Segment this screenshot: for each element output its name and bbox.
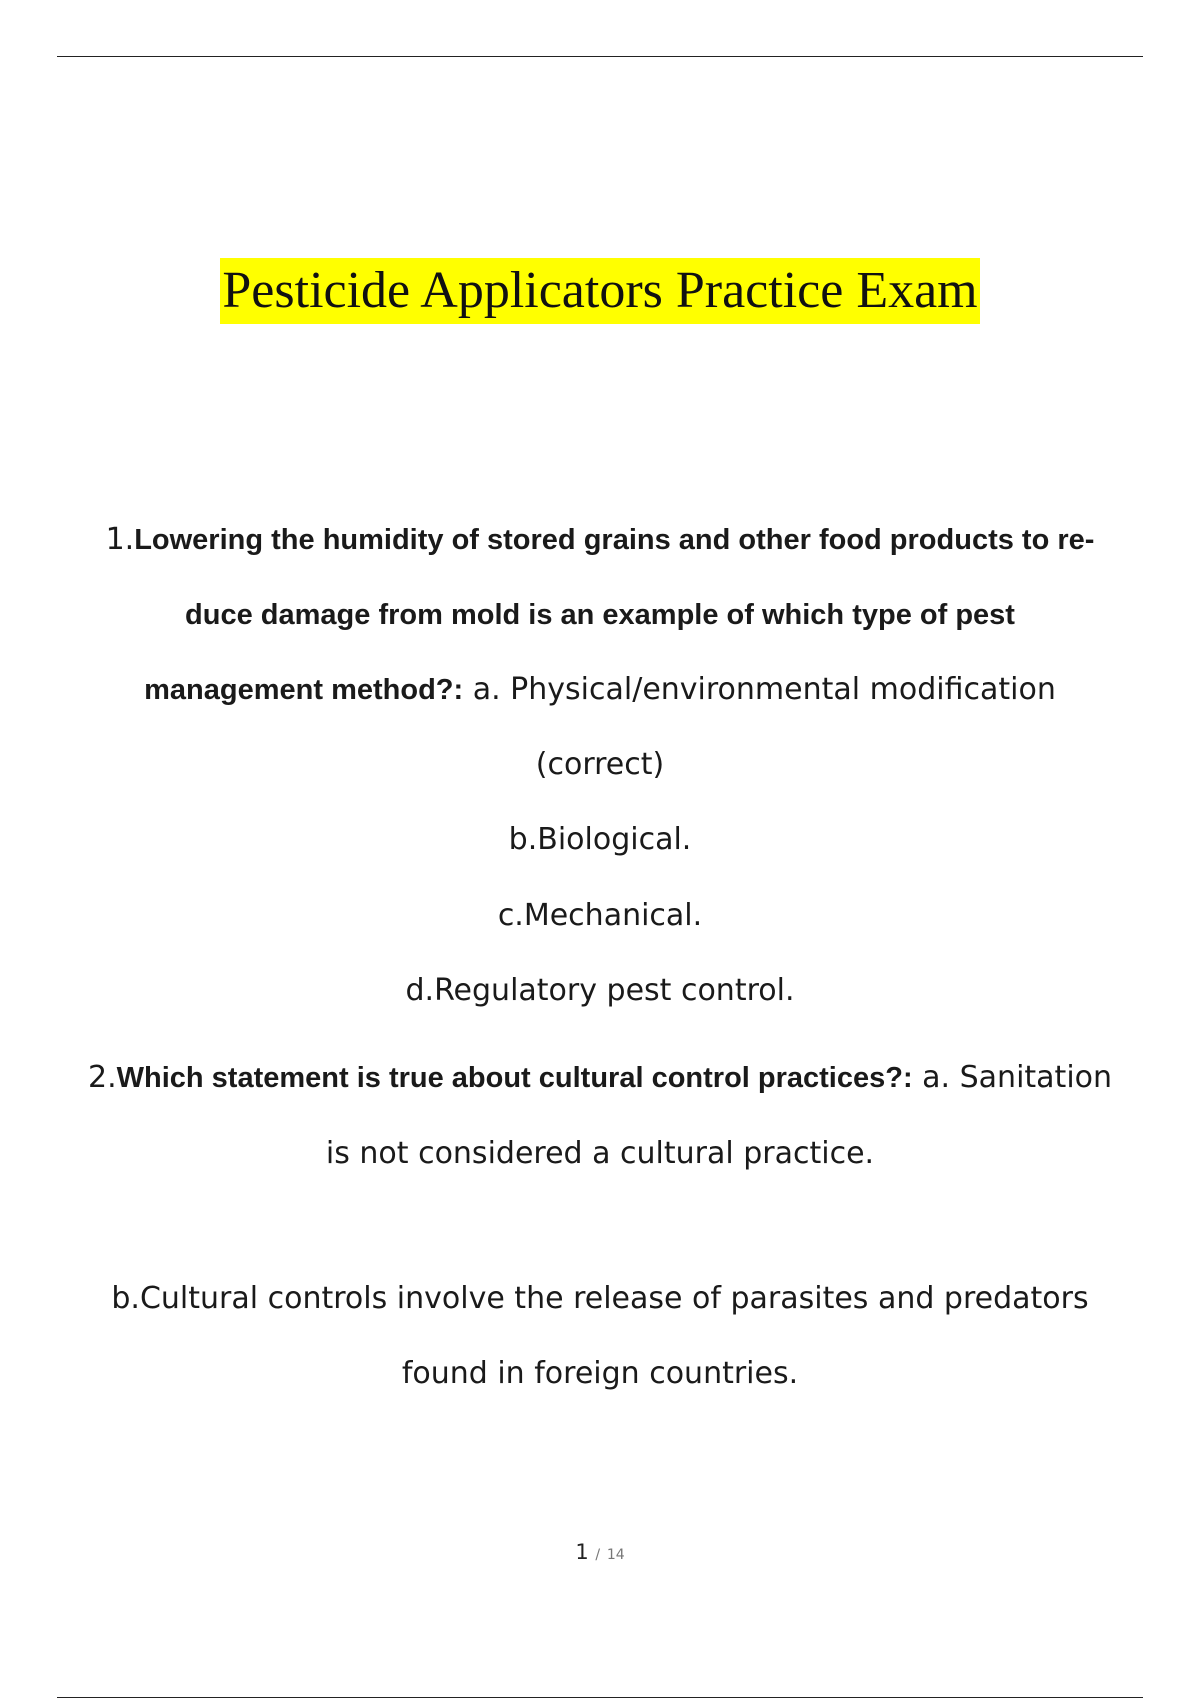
question-2-option-a-cont-text: is not considered a cultural practice. <box>325 1136 875 1171</box>
question-1-text-1: Lowering the humidity of stored grains and other food products to re- <box>134 524 1095 556</box>
question-1-option-a-cont <box>0 747 1200 782</box>
question-2-option-b-cont <box>0 1356 1200 1391</box>
question-2-number: 2. <box>87 1060 117 1095</box>
question-1-number: 1. <box>105 522 135 557</box>
question-1-option-c-text: c.Mechanical. <box>497 898 703 933</box>
question-1-option-c <box>0 898 1200 933</box>
question-1-option-d-text: d.Regulatory pest control. <box>405 973 795 1008</box>
question-1-option-a: a. Physical/environmental modification <box>472 672 1056 707</box>
question-1-option-d <box>0 973 1200 1008</box>
question-1-text-2: duce damage from mold is an example of which type of pest <box>185 599 1015 631</box>
question-2-option-b <box>0 1281 1200 1316</box>
question-2-option-a: a. Sanitation <box>922 1060 1113 1095</box>
page-current: 1 <box>575 1540 589 1564</box>
question-1-line-2 <box>0 597 1200 632</box>
question-2-option-b-cont-text: found in foreign countries. <box>401 1356 799 1391</box>
question-2-line-1 <box>0 1060 1200 1095</box>
question-2-option-b-text: b.Cultural controls involve the release of parasites and predators <box>111 1281 1089 1316</box>
question-1-line-3 <box>0 672 1200 707</box>
question-1-option-a-cont-text: (correct) <box>535 747 665 782</box>
title-container <box>0 258 1200 324</box>
question-2-option-a-cont <box>0 1136 1200 1171</box>
question-1-option-b <box>0 822 1200 857</box>
page-number <box>0 1540 1200 1564</box>
question-1-text-3: management method?: <box>144 674 464 706</box>
page-separator: / <box>595 1547 601 1563</box>
page-total: 14 <box>606 1547 625 1563</box>
bottom-rule <box>57 1697 1143 1698</box>
question-1-option-b-text: b.Biological. <box>508 822 692 857</box>
document-title: Pesticide Applicators Practice Exam <box>220 258 979 324</box>
question-1-line-1 <box>0 522 1200 557</box>
question-2-text-1: Which statement is true about cultural control practices?: <box>116 1062 913 1094</box>
top-rule <box>57 56 1143 57</box>
